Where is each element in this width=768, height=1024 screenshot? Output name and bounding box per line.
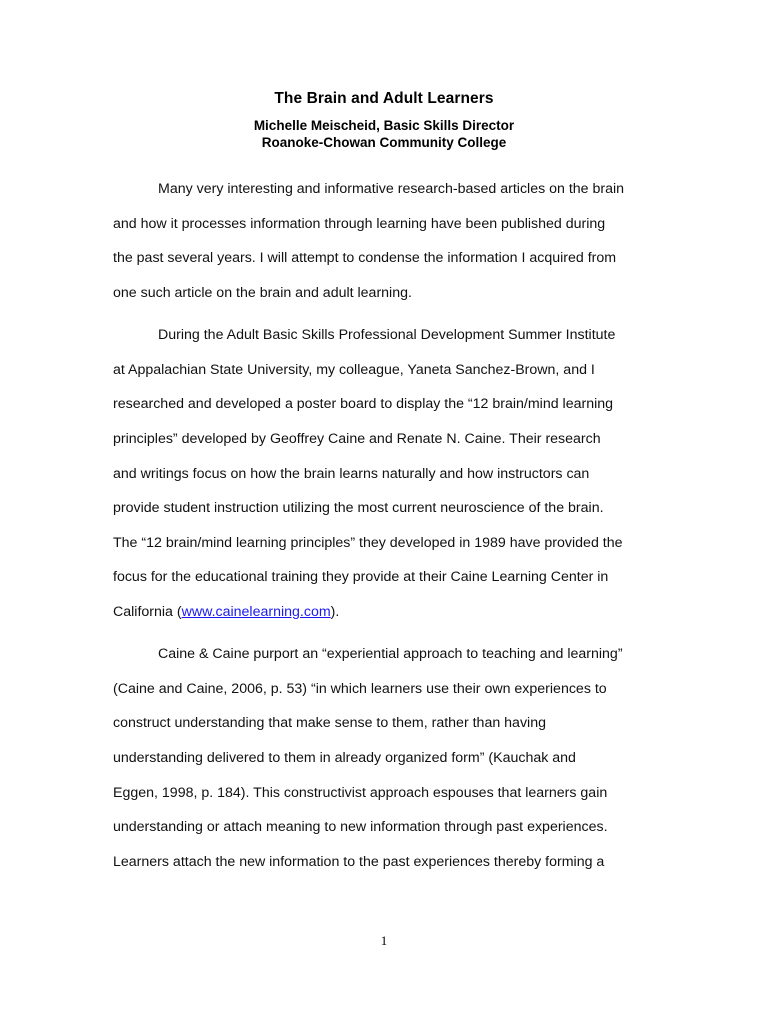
- paragraph-2-line-3: researched and developed a poster board to display the “12 brain/mind learning: [113, 396, 614, 412]
- paragraph-2-line-6: provide student instruction utilizing the most current neuroscience of the brain.: [113, 500, 604, 516]
- author-line: Michelle Meischeid, Basic Skills Director: [253, 118, 515, 133]
- paragraph-2-line-4: principles” developed by Geoffrey Caine and Renate N. Caine. Their research: [113, 431, 601, 447]
- paragraph-2-line-9-suffix: ).: [330, 604, 340, 620]
- caine-learning-link[interactable]: www.cainelearning.com: [181, 604, 331, 620]
- paragraph-2-line-1: During the Adult Basic Skills Professional Development Summer Institute: [158, 327, 616, 343]
- paragraph-2-line-8: focus for the educational training they provide at their Caine Learning Center in: [113, 569, 609, 585]
- paragraph-2-line-5: and writings focus on how the brain learns naturally and how instructors can: [113, 466, 590, 482]
- paragraph-1-line-1: Many very interesting and informative research-based articles on the brain: [158, 181, 625, 197]
- paragraph-3-line-2: (Caine and Caine, 2006, p. 53) “in which learners use their own experiences to: [113, 681, 607, 697]
- paragraph-1-line-3: the past several years. I will attempt to condense the information I acquired from: [113, 250, 617, 266]
- paragraph-1-line-4: one such article on the brain and adult learning.: [113, 285, 412, 301]
- paragraph-3-line-7: Learners attach the new information to the past experiences thereby forming a: [113, 854, 605, 870]
- institution-line: Roanoke-Chowan Community College: [261, 135, 507, 150]
- paragraph-1-line-2: and how it processes information through learning have been published during: [113, 216, 606, 232]
- paragraph-2-line-7: The “12 brain/mind learning principles” they developed in 1989 have provided the: [113, 535, 623, 551]
- paragraph-2-line-2: at Appalachian State University, my colleague, Yaneta Sanchez-Brown, and I: [113, 362, 595, 378]
- paragraph-3-line-6: understanding or attach meaning to new information through past experiences.: [113, 819, 608, 835]
- page-number: 1: [380, 933, 388, 948]
- paragraph-2-line-9-prefix: California (: [113, 604, 182, 620]
- paragraph-3-line-3: construct understanding that make sense to them, rather than having: [113, 715, 546, 731]
- paragraph-3-line-5: Eggen, 1998, p. 184). This constructivist approach espouses that learners gain: [113, 785, 608, 801]
- paragraph-2-line-9: [113, 604, 339, 620]
- document-title: The Brain and Adult Learners: [274, 90, 494, 107]
- paragraph-3-line-1: Caine & Caine purport an “experiential approach to teaching and learning”: [158, 646, 623, 662]
- paragraph-3-line-4: understanding delivered to them in already organized form” (Kauchak and: [113, 750, 576, 766]
